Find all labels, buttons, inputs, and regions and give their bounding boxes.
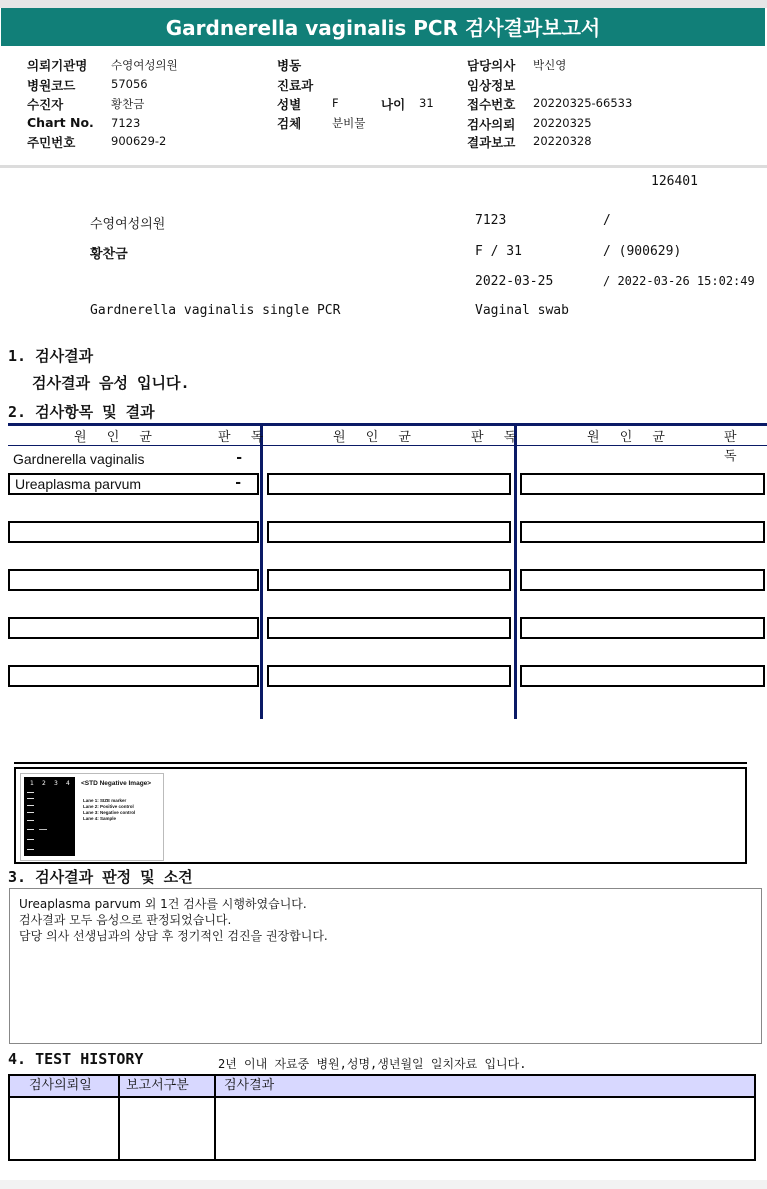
empty-result-cell bbox=[520, 473, 765, 495]
print-datetime: / 2022-03-26 15:02:49 bbox=[603, 274, 755, 288]
sex-label: 성별 bbox=[277, 97, 302, 112]
gel-band bbox=[27, 792, 34, 793]
organism-result: - bbox=[236, 450, 242, 466]
institution-value: 수영여성의원 bbox=[111, 58, 178, 72]
lane-legend: Lane 2: Positive control bbox=[83, 804, 134, 809]
empty-result-cell bbox=[8, 569, 259, 591]
gel-band bbox=[27, 798, 34, 799]
gel-title: <STD Negative Image> bbox=[81, 780, 152, 787]
lane-number: 3 bbox=[54, 780, 58, 787]
print-birth: / (900629) bbox=[603, 244, 682, 259]
patient-label: 수진자 bbox=[27, 97, 64, 112]
patient-header bbox=[0, 47, 767, 164]
gel-band bbox=[27, 812, 34, 813]
organism-result: - bbox=[235, 475, 241, 491]
empty-result-cell bbox=[267, 617, 511, 639]
report-title: Gardnerella vaginalis PCR 검사결과보고서 bbox=[1, 8, 765, 46]
opinion-line: 담당 의사 선생님과의 상담 후 정기적인 검진을 권장합니다. bbox=[19, 929, 328, 943]
specimen-label: 검체 bbox=[277, 116, 302, 131]
history-col-type: 보고서구분 bbox=[126, 1078, 189, 1093]
lane-legend: Lane 4: Sample bbox=[83, 816, 117, 821]
history-col-date: 검사의뢰일 bbox=[29, 1078, 92, 1093]
col-organism-header: 원 인 균 bbox=[587, 430, 673, 445]
image-top-rule bbox=[14, 762, 747, 764]
col-organism-header: 원 인 균 bbox=[74, 430, 160, 445]
header-underline bbox=[263, 445, 514, 446]
gel-band bbox=[27, 829, 34, 830]
history-note: 2년 이내 자료중 병원,성명,생년월일 일치자료 입니다. bbox=[218, 1057, 527, 1071]
section1-heading: 1. 검사결과 bbox=[8, 347, 94, 365]
empty-result-cell bbox=[8, 617, 259, 639]
chart-value: 7123 bbox=[111, 116, 141, 130]
hospital-code-label: 병원코드 bbox=[27, 78, 76, 93]
empty-result-cell bbox=[267, 665, 511, 687]
history-col-divider bbox=[214, 1076, 216, 1159]
empty-result-cell bbox=[267, 569, 511, 591]
dept-label: 진료과 bbox=[277, 78, 314, 93]
section1-result: 검사결과 음성 입니다. bbox=[32, 374, 190, 392]
doctor-value: 박신영 bbox=[533, 58, 567, 72]
lane-number: 1 bbox=[30, 780, 34, 787]
empty-result-cell bbox=[267, 473, 511, 495]
resident-value: 900629-2 bbox=[111, 134, 167, 148]
print-sex-age: F / 31 bbox=[475, 244, 522, 259]
empty-result-cell bbox=[267, 521, 511, 543]
result-row bbox=[8, 450, 258, 472]
section4-heading: 4. TEST HISTORY bbox=[8, 1050, 144, 1068]
specimen-value: 분비물 bbox=[332, 116, 366, 130]
print-code: 126401 bbox=[651, 174, 698, 189]
institution-label: 의뢰기관명 bbox=[27, 58, 88, 73]
empty-result-cell bbox=[520, 617, 765, 639]
patient-value: 황찬금 bbox=[111, 97, 145, 111]
sex-value: F bbox=[332, 96, 339, 110]
opinion-line: 검사결과 모두 음성으로 판정되었습니다. bbox=[19, 913, 232, 927]
gel-band bbox=[27, 849, 34, 850]
result-row bbox=[8, 473, 259, 495]
empty-result-cell bbox=[520, 569, 765, 591]
print-patient: 황찬금 bbox=[90, 247, 128, 262]
section3-heading: 3. 검사결과 판정 및 소견 bbox=[8, 868, 193, 886]
section2-heading: 2. 검사항목 및 결과 bbox=[8, 403, 155, 421]
request-label: 검사의뢰 bbox=[467, 117, 516, 132]
header-divider bbox=[0, 165, 767, 168]
hospital-code-value: 57056 bbox=[111, 77, 148, 91]
empty-result-cell bbox=[520, 521, 765, 543]
lane-legend: Lane 1: SIZE marker bbox=[83, 798, 127, 803]
col-result-header: 판 독 bbox=[724, 430, 745, 464]
empty-result-cell bbox=[8, 665, 259, 687]
organism-name: Gardnerella vaginalis bbox=[13, 451, 145, 467]
header-underline bbox=[8, 445, 260, 446]
print-test-name: Gardnerella vaginalis single PCR bbox=[90, 303, 341, 318]
history-table-header bbox=[10, 1076, 754, 1098]
history-table bbox=[8, 1074, 756, 1161]
opinion-box bbox=[9, 888, 762, 1044]
print-institution: 수영여성의원 bbox=[90, 217, 166, 232]
lane-number: 4 bbox=[66, 780, 70, 787]
clinical-label: 임상정보 bbox=[467, 78, 516, 93]
empty-result-cell bbox=[8, 521, 259, 543]
col-result-header: 판 독 bbox=[218, 430, 272, 445]
print-chart: 7123 bbox=[475, 213, 507, 228]
age-value: 31 bbox=[419, 96, 434, 110]
col-result-header: 판 독 bbox=[471, 430, 525, 445]
print-slash: / bbox=[603, 213, 611, 228]
top-strip bbox=[0, 0, 767, 8]
ward-label: 병동 bbox=[277, 58, 302, 73]
age-label: 나이 bbox=[381, 97, 406, 112]
print-specimen: Vaginal swab bbox=[475, 303, 569, 318]
col-organism-header: 원 인 균 bbox=[333, 430, 419, 445]
chart-label: Chart No. bbox=[27, 115, 94, 130]
doctor-label: 담당의사 bbox=[467, 58, 516, 73]
gel-electrophoresis-image bbox=[24, 777, 75, 856]
resident-label: 주민번호 bbox=[27, 135, 76, 150]
request-value: 20220325 bbox=[533, 116, 592, 130]
lane-legend: Lane 3: Negative control bbox=[83, 810, 136, 815]
opinion-line: Ureaplasma parvum 외 1건 검사를 시행하였습니다. bbox=[19, 897, 307, 911]
empty-result-cell bbox=[520, 665, 765, 687]
gel-band bbox=[39, 829, 47, 830]
column-divider bbox=[514, 423, 517, 719]
gel-band bbox=[27, 820, 34, 821]
print-date: 2022-03-25 bbox=[475, 274, 554, 289]
organism-name: Ureaplasma parvum bbox=[15, 476, 142, 492]
std-negative-gel-image bbox=[20, 773, 164, 861]
history-col-result: 검사결과 bbox=[224, 1078, 275, 1093]
column-divider bbox=[260, 423, 263, 719]
gel-band bbox=[27, 805, 34, 806]
report-value: 20220328 bbox=[533, 134, 592, 148]
header-underline bbox=[517, 445, 767, 446]
report-label: 결과보고 bbox=[467, 135, 516, 150]
lane-number: 2 bbox=[42, 780, 46, 787]
receipt-label: 접수번호 bbox=[467, 97, 516, 112]
history-col-divider bbox=[118, 1076, 120, 1159]
gel-band bbox=[27, 839, 34, 840]
receipt-value: 20220325-66533 bbox=[533, 96, 633, 110]
